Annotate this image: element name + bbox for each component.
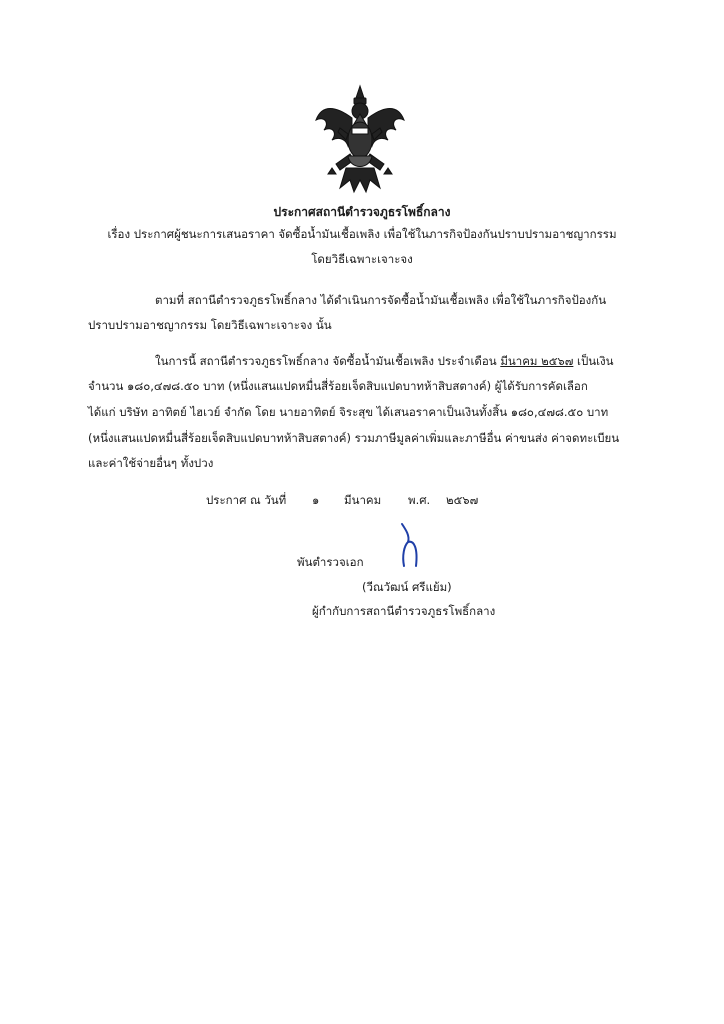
paragraph-1-line-1: ตามที่ สถานีตำรวจภูธรโพธิ์กลาง ได้ดำเนินการจัดซื้อน้ำมันเชื้อเพลิง เพื่อใช้ในภารกิจป้องกัน [155,293,607,307]
paragraph-2-line-3: ได้แก่ บริษัท อาทิตย์ ไฮเวย์ จำกัด โดย นายอาทิตย์ จิระสุข ได้เสนอราคาเป็นเงินทั้งสิ้น ๑๘๐,๔๗๘.๕๐ บาท [88,405,609,419]
paragraph-2-line-1-end: เป็นเงิน [573,354,614,368]
announce-year: ๒๕๖๗ [446,493,479,507]
paragraph-2-line-4: (หนึ่งแสนแปดหมื่นสี่ร้อยเจ็ดสิบแปดบาทห้าสิบสตางค์) รวมภาษีมูลค่าเพิ่มและภาษีอื่น ค่าขนส่ง ค่าจดทะเบียน [88,431,620,445]
announce-month: มีนาคม [344,493,382,507]
paragraph-2-line-5: และค่าใช้จ่ายอื่นๆ ทั้งปวง [88,456,214,470]
paragraph-2-line-1 [155,353,614,371]
garuda-emblem-icon [310,84,410,196]
paragraph-2-line-2: จำนวน ๑๘๐,๔๗๘.๕๐ บาท (หนึ่งแสนแปดหมื่นสี่ร้อยเจ็ดสิบแปดบาทห้าสิบสตางค์) ผู้ได้รับการคัดเลือก [88,379,588,393]
subject-line-2: โดยวิธีเฉพาะเจาะจง [311,252,413,266]
announce-date-label: ประกาศ ณ วันที่ [206,493,287,507]
document-title: ประกาศสถานีตำรวจภูธรโพธิ์กลาง [273,205,451,219]
announce-era: พ.ศ. [408,493,431,507]
subject-line-1: เรื่อง ประกาศผู้ชนะการเสนอราคา จัดซื้อน้ำมันเชื้อเพลิง เพื่อใช้ในภารกิจป้องกันปราบปรามอาชญากรรม [107,227,617,241]
handwritten-signature [396,522,426,570]
paragraph-2-line-1-text: ในการนี้ สถานีตำรวจภูธรโพธิ์กลาง จัดซื้อน้ำมันเชื้อเพลิง ประจำเดือน [155,354,501,368]
signer-name: (วีณวัฒน์ ศรีแย้ม) [362,580,452,594]
paragraph-1-line-2: ปราบปรามอาชญากรรม โดยวิธีเฉพาะเจาะจง นั้น [88,318,332,332]
signer-position: ผู้กำกับการสถานีตำรวจภูธรโพธิ์กลาง [312,604,496,618]
signer-rank: พันตำรวจเอก [297,555,364,569]
purchase-month: มีนาคม ๒๕๖๗ [500,354,574,368]
announce-day: ๑ [312,493,320,507]
